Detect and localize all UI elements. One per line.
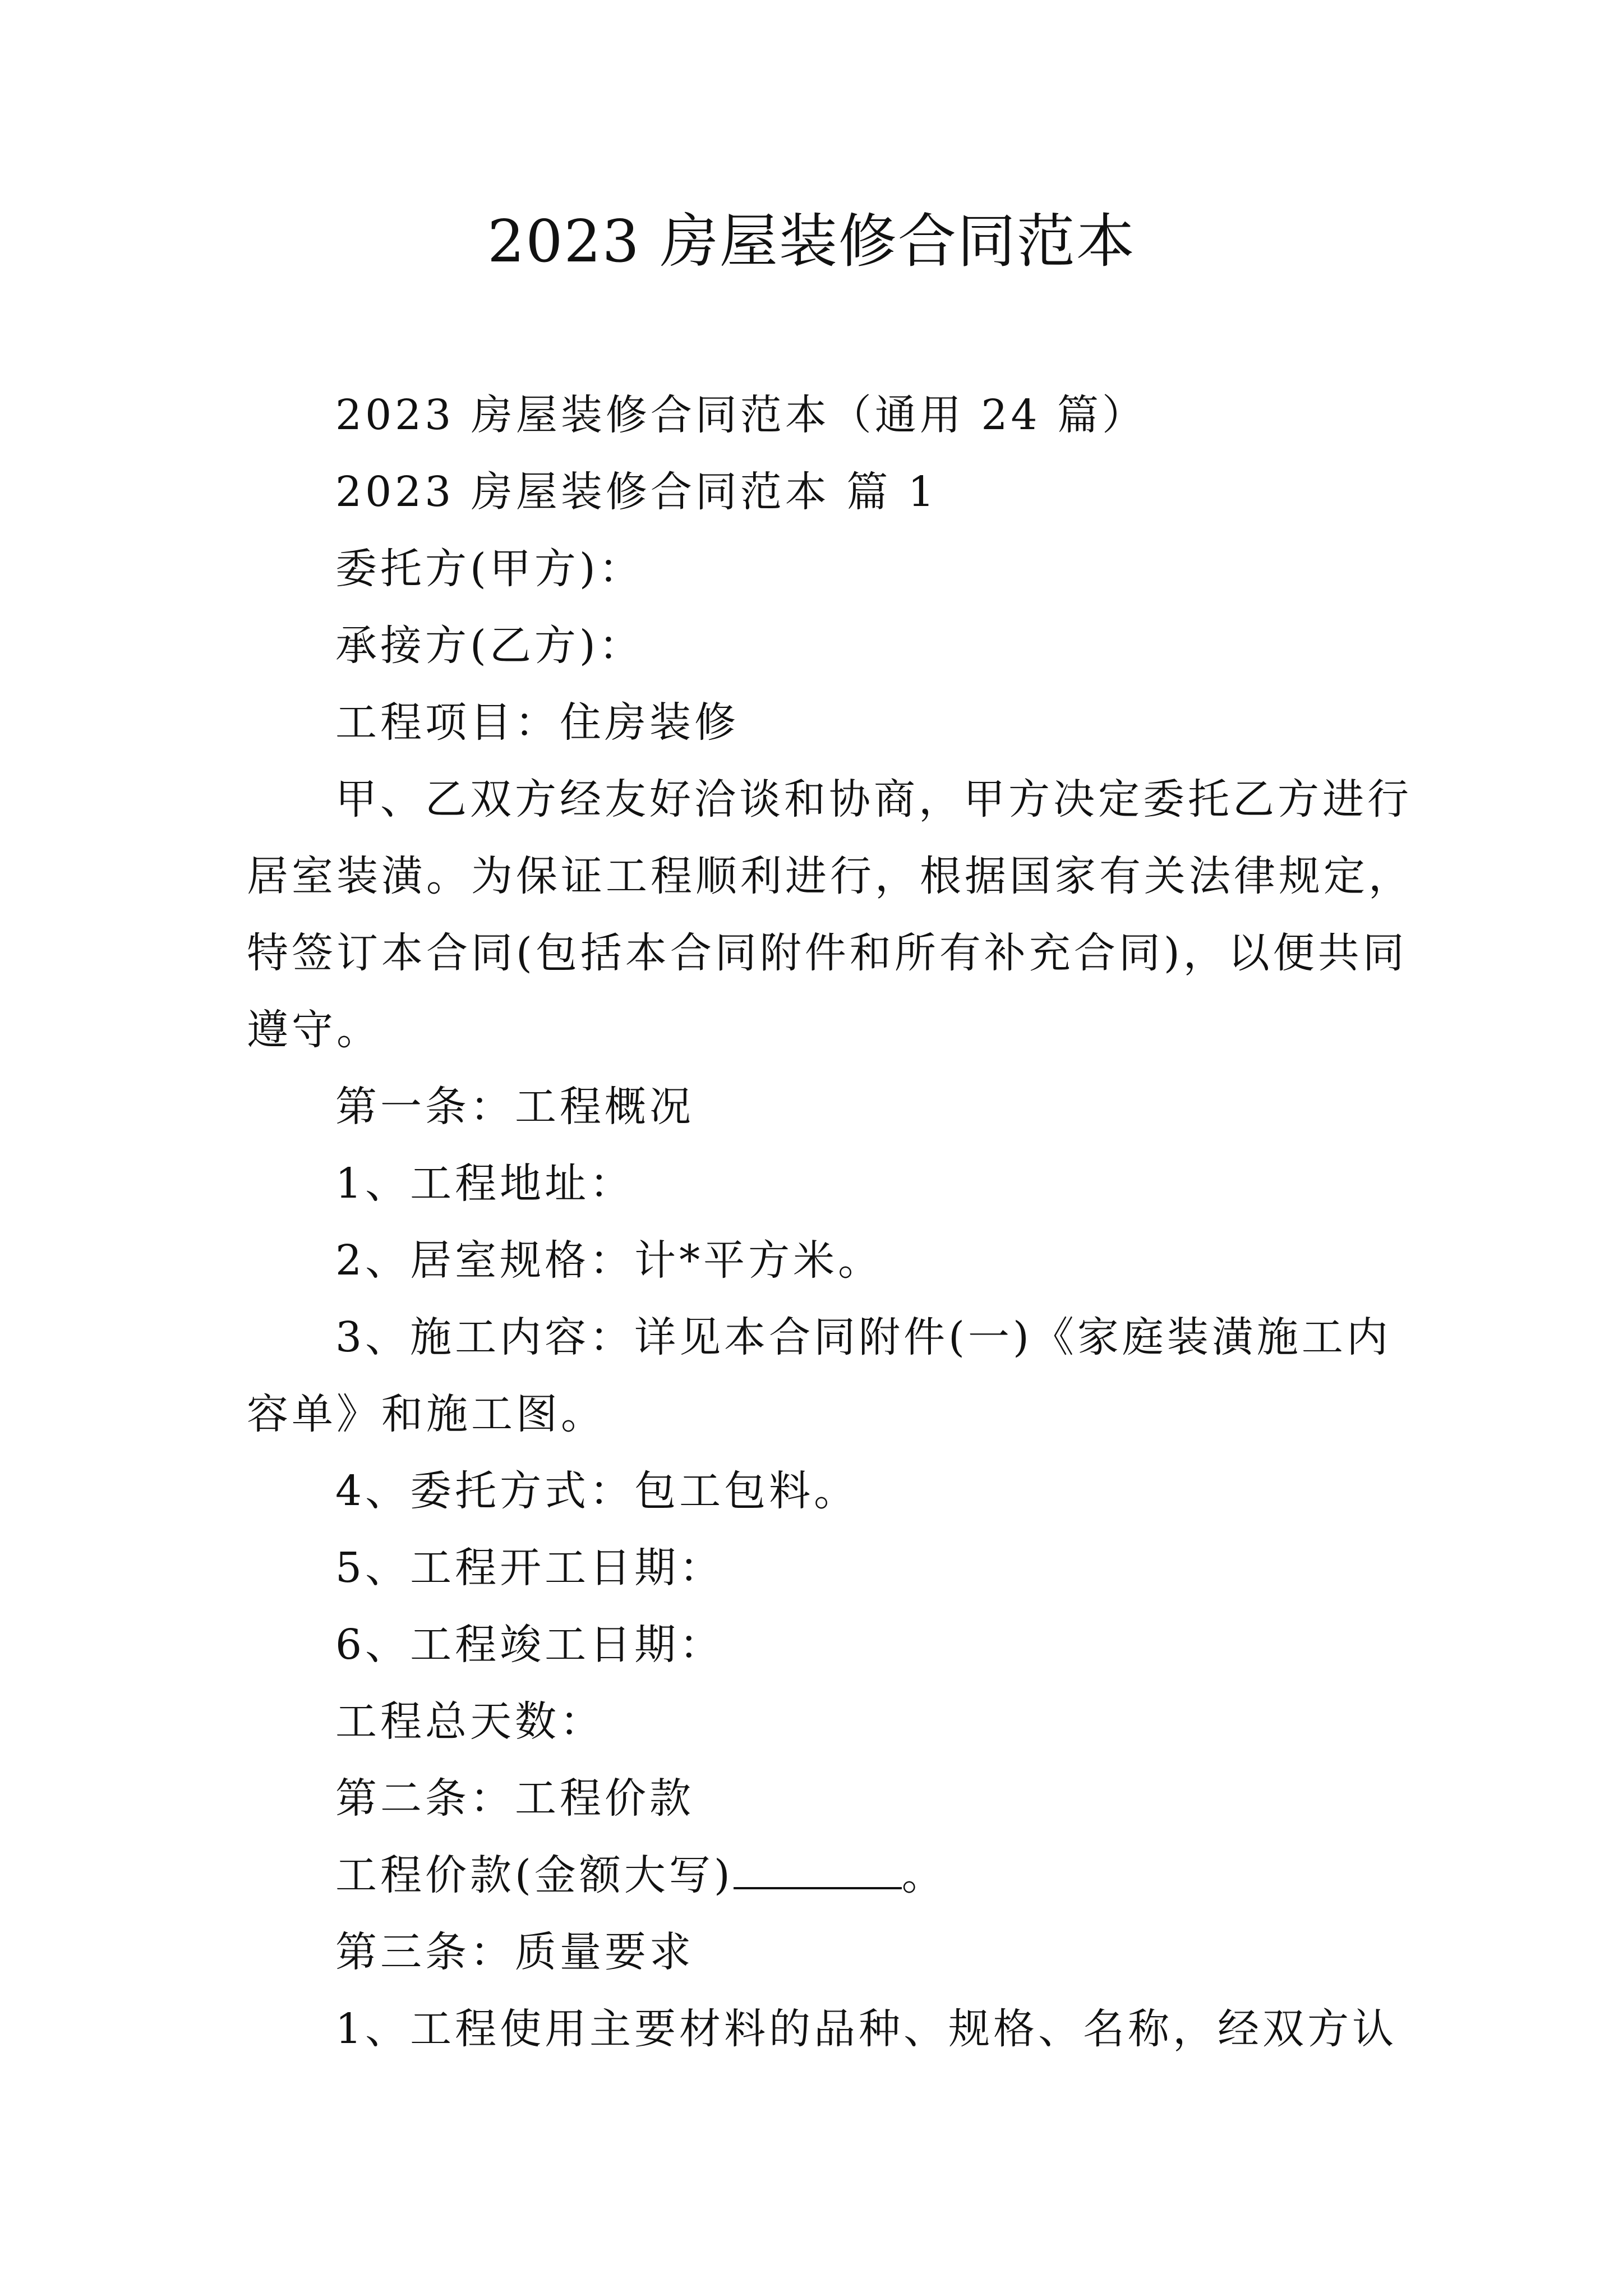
room-size-item: 2、居室规格：计*平方米。 (335, 1236, 883, 1285)
party-a-line: 委托方(甲方)： (335, 545, 644, 593)
start-date-item: 5、工程开工日期： (335, 1544, 725, 1592)
material-requirement-item: 1、工程使用主要材料的品种、规格、名称，经双方认 (335, 2005, 1398, 2053)
section-heading: 2023 房屋装修合同范本 篇 1 (335, 468, 938, 516)
construction-content-item-continued: 容单》和施工图。 (247, 1390, 606, 1438)
contract-price-label: 工程价款(金额大写) (335, 1851, 734, 1899)
article-1-heading: 第一条：工程概况 (335, 1083, 694, 1131)
contract-price-end: 。 (901, 1851, 947, 1899)
party-b-line: 承接方(乙方)： (335, 622, 644, 670)
article-2-heading: 第二条：工程价款 (335, 1774, 694, 1823)
intro-paragraph-line: 特签订本合同(包括本合同附件和所有补充合同)，以便共同 (247, 929, 1408, 977)
commission-method-item: 4、委托方式：包工包料。 (335, 1467, 859, 1515)
document-subtitle: 2023 房屋装修合同范本（通用 24 篇） (335, 391, 1147, 439)
document-title: 2023 房屋装修合同范本 (487, 207, 1136, 275)
intro-paragraph-line: 居室装潢。为保证工程顺利进行，根据国家有关法律规定， (247, 852, 1413, 900)
article-3-heading: 第三条：质量要求 (335, 1928, 694, 1976)
construction-content-item: 3、施工内容：详见本合同附件(一)《家庭装潢施工内 (335, 1313, 1391, 1361)
intro-paragraph-line: 遵守。 (247, 1006, 381, 1054)
total-days-line: 工程总天数： (335, 1697, 605, 1746)
intro-paragraph-line: 甲、乙双方经友好洽谈和协商，甲方决定委托乙方进行 (335, 775, 1412, 823)
completion-date-item: 6、工程竣工日期： (335, 1621, 725, 1669)
project-address-item: 1、工程地址： (335, 1159, 635, 1208)
contract-price-line (335, 1847, 947, 1903)
contract-price-blank (734, 1852, 902, 1889)
project-line: 工程项目：住房装修 (335, 698, 739, 747)
